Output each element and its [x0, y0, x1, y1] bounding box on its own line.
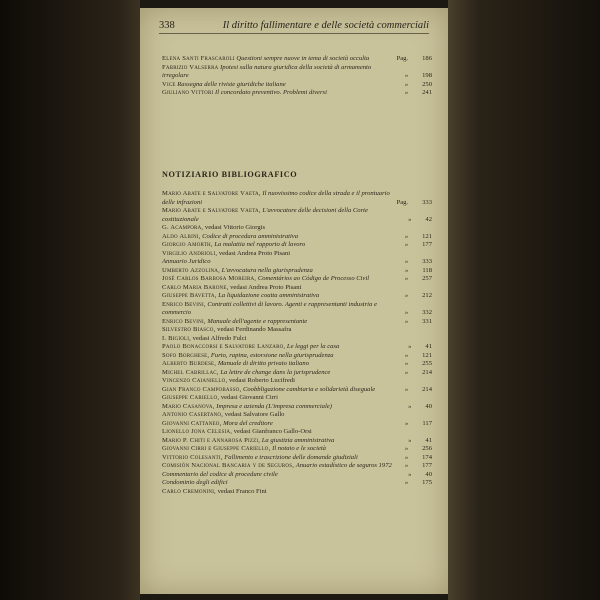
entry-text	[162, 190, 432, 207]
index-entry	[162, 343, 432, 352]
entry-author: Elena Santi Frascaroli	[162, 55, 235, 62]
entry-page-ref	[405, 454, 432, 463]
entry-text	[162, 318, 432, 327]
index-entry	[162, 233, 432, 242]
entry-text	[162, 352, 432, 361]
entry-author: I. Bigioli,	[162, 334, 192, 342]
entry-author: Virgilio Andrioli,	[162, 249, 218, 257]
page-prefix: »	[405, 419, 409, 427]
page-number-ref: 118	[422, 266, 432, 274]
page-prefix: »	[408, 343, 412, 350]
entry-text	[162, 233, 432, 242]
page-number-ref: 40	[425, 470, 432, 478]
entry-title: Commentario del codice di procedure civile	[162, 470, 278, 478]
running-title: Il diritto fallimentare e delle società commerciali	[222, 20, 429, 31]
entry-text	[162, 411, 432, 420]
entry-title: Manuale di diritto privato italiano	[217, 360, 310, 367]
entry-title: Coobbligazione cambiaria e solidarietà diseguale	[242, 385, 376, 393]
entry-title: Il notaio e le società	[272, 445, 326, 452]
page-number-ref: 177	[422, 241, 432, 248]
entry-text	[162, 326, 432, 335]
entry-author: Enrico Bevini,	[162, 317, 206, 325]
entry-page-ref	[405, 318, 432, 327]
entry-author: Sofo Borghese,	[162, 351, 210, 359]
entry-crossref: vedasi Gianfranco Gallo-Orsi	[233, 428, 312, 435]
entry-title: Impresa e azienda (L'impresa commerciale)	[216, 402, 332, 410]
entry-text	[162, 301, 432, 318]
page-prefix: »	[404, 241, 409, 248]
entry-author: Michel Cabrillac,	[162, 368, 219, 376]
entry-title: Condominio degli edifici	[162, 479, 228, 486]
entry-crossref: vedasi Giovanni Cirri	[220, 394, 278, 401]
entry-page-ref	[408, 216, 432, 225]
entry-author: Mario Casanova,	[162, 402, 215, 410]
entry-title: La liquidazione coatta amministrativa	[218, 292, 320, 299]
entry-title: L'avvocatura nella giurisprudenza	[221, 266, 313, 274]
page-prefix: »	[404, 275, 409, 282]
book-spine-shadow	[0, 0, 140, 600]
page-number-ref: 333	[422, 198, 432, 206]
index-entry	[162, 64, 432, 81]
entry-page-ref	[405, 479, 432, 488]
entry-text	[162, 403, 432, 412]
page-prefix: »	[404, 258, 409, 265]
index-entry	[162, 250, 432, 259]
entry-text	[162, 462, 432, 471]
entry-author: Giovanni Cattaneo,	[162, 419, 222, 427]
page-number-ref: 117	[422, 419, 432, 427]
entry-author: Vice	[162, 80, 176, 88]
entry-page-ref	[408, 471, 432, 480]
entry-page-ref	[397, 199, 432, 208]
page-prefix: »	[408, 402, 412, 410]
entry-page-ref	[405, 309, 432, 318]
entry-page-ref	[405, 81, 432, 90]
page-number-ref: 40	[425, 402, 432, 410]
entry-author: Carlo Cremonini,	[162, 487, 216, 495]
page-prefix: »	[404, 479, 409, 486]
page-number-ref: 214	[422, 368, 432, 376]
entry-page-ref	[405, 275, 432, 284]
entry-title: La giustizia amministrativa	[261, 436, 335, 444]
entry-page-ref	[397, 55, 432, 64]
page-number-ref: 331	[422, 317, 432, 325]
entry-title: Comentários ao Código de Processo Civil	[257, 275, 370, 282]
entry-text	[162, 386, 432, 395]
page-prefix: »	[404, 453, 409, 461]
entry-page-ref	[405, 360, 432, 369]
entry-title: Ipotesi sulla natura giuridica della società di armamento irregolare	[162, 63, 372, 79]
entry-title: L'avvocatore delle decisioni della Corte costituzionale	[162, 207, 368, 223]
index-entry	[162, 394, 432, 403]
entry-text	[162, 471, 432, 480]
entry-title: Contratti collettivi di lavoro. Agenti e rappresentanti industria e commercio	[162, 300, 377, 316]
index-entry	[162, 471, 432, 480]
index-entry	[162, 318, 432, 327]
entry-crossref: vedasi Andrea Proto Pisani	[218, 249, 291, 257]
page-number-ref: 121	[422, 351, 432, 359]
entry-title: Fallimento e trascrizione delle domande giudiziali	[224, 453, 358, 461]
entry-title: La lettre de change dans la jurisprudence	[220, 368, 331, 376]
page-number-ref: 174	[422, 453, 432, 461]
entry-text	[162, 420, 432, 429]
index-entry	[162, 360, 432, 369]
entry-crossref: vedasi Salvatore Gallo	[224, 411, 285, 418]
entry-author: Mario Abate e Salvatore Vaeta,	[162, 190, 261, 197]
index-entry	[162, 284, 432, 293]
page-prefix: »	[404, 317, 409, 325]
page-number-ref: 333	[422, 258, 432, 265]
page-number-ref: 255	[422, 360, 432, 367]
entry-text	[162, 250, 432, 259]
entry-page-ref	[405, 89, 432, 98]
index-entry	[162, 462, 432, 471]
entry-author: Vincenzo Caianiello,	[162, 377, 228, 384]
entry-text	[162, 241, 432, 250]
entry-page-ref	[405, 352, 432, 361]
entry-author: Mario Abate e Salvatore Vaeta,	[162, 207, 261, 214]
index-entry	[162, 81, 432, 90]
entry-author: Antonio Casertano,	[162, 411, 224, 418]
entry-author: Paolo Bonaccorsi e Salvatore Lanzaro,	[162, 343, 286, 350]
entry-author: Alberto Burdese,	[162, 360, 217, 367]
page-number-ref: 186	[422, 55, 432, 62]
entry-text	[162, 89, 432, 98]
page-prefix: »	[404, 351, 409, 359]
entry-page-ref	[408, 437, 432, 446]
page-number-ref: 241	[422, 89, 432, 96]
index-entry	[162, 292, 432, 301]
entry-crossref: vedasi Andrea Proto Pisani	[230, 283, 302, 291]
entry-crossref: vedasi Alfredo Fulci	[192, 334, 247, 342]
page-prefix: Pag.	[396, 55, 409, 62]
page-number-ref: 177	[422, 462, 432, 469]
page-number: 338	[159, 20, 175, 31]
index-entry	[162, 420, 432, 429]
page-prefix: »	[404, 360, 409, 367]
entry-title: Furto, rapina, estorsione nella giurisprudenza	[210, 351, 334, 359]
page-number-ref: 257	[422, 275, 432, 282]
entry-text	[162, 479, 432, 488]
entry-text	[162, 284, 432, 293]
entry-text	[162, 394, 432, 403]
entry-text	[162, 369, 432, 378]
running-header	[159, 20, 429, 34]
bibliography-list	[162, 190, 432, 496]
entry-title: Manuale dell'agente e rappresentante	[207, 317, 308, 325]
index-entry	[162, 89, 432, 98]
entry-text	[162, 81, 432, 90]
index-entry	[162, 326, 432, 335]
entry-page-ref	[405, 258, 432, 267]
index-entry	[162, 241, 432, 250]
index-entry	[162, 267, 432, 276]
entry-page-ref	[405, 445, 432, 454]
entry-title: Mora del creditore	[223, 419, 273, 427]
page-prefix: »	[408, 470, 412, 478]
page-prefix: »	[404, 89, 409, 96]
book-edge-shadow	[448, 0, 600, 600]
page-number-ref: 121	[422, 232, 432, 240]
entry-author: Lionello Jona Celesia,	[162, 428, 233, 435]
page-number-ref: 198	[422, 72, 432, 79]
entry-text	[162, 292, 432, 301]
entry-page-ref	[405, 72, 432, 81]
entry-text	[162, 488, 432, 497]
entry-page-ref	[408, 343, 432, 352]
entry-text	[162, 258, 432, 267]
index-entry	[162, 207, 432, 224]
entry-page-ref	[405, 233, 432, 242]
entry-title: Questioni sempre nuove in tema di società occulta	[236, 55, 370, 62]
entry-page-ref	[405, 267, 432, 276]
page-prefix: »	[404, 462, 409, 469]
page-prefix: »	[405, 266, 409, 274]
index-entry	[162, 55, 432, 64]
entry-page-ref	[405, 241, 432, 250]
index-entry	[162, 224, 432, 233]
entry-author: Giuseppe Cariello,	[162, 394, 220, 401]
index-entry	[162, 335, 432, 344]
entry-title: Annuario Juridico	[162, 258, 211, 265]
index-entry	[162, 190, 432, 207]
index-entry	[162, 428, 432, 437]
page-prefix: »	[404, 232, 409, 240]
entry-title: Codice di procedura amministrativa	[202, 232, 299, 240]
entry-title: Il nuovissimo codice della strada e il prontuario delle infrazioni	[162, 190, 390, 206]
entry-text	[162, 224, 432, 233]
index-entry	[162, 403, 432, 412]
entry-text	[162, 335, 432, 344]
index-entry	[162, 301, 432, 318]
entry-page-ref	[405, 386, 432, 395]
entry-text	[162, 428, 432, 437]
entry-author: Umberto Azzolina,	[162, 266, 220, 274]
entry-page-ref	[405, 462, 432, 471]
entry-author: Giuseppe Bavetta,	[162, 292, 217, 299]
page-prefix: Pag.	[396, 198, 409, 206]
entry-crossref: vedasi Roberto Lucifredi	[229, 377, 295, 384]
entry-author: Comisión Nacional Bancaria y de Seguros,	[162, 462, 295, 469]
index-entry	[162, 258, 432, 267]
entry-title: Rassegna delle riviste giuridiche italiane	[177, 80, 286, 88]
index-entry	[162, 411, 432, 420]
page-number-ref: 256	[422, 445, 432, 452]
entry-author: Aldo Albini,	[162, 232, 201, 240]
entry-text	[162, 275, 432, 284]
entry-text	[162, 454, 432, 463]
entry-text	[162, 207, 432, 224]
page-prefix: »	[404, 385, 409, 393]
entry-crossref: vedasi Ferdinando Massafra	[217, 326, 292, 333]
entry-author: Enrico Bevini,	[162, 300, 206, 308]
page-number-ref: 41	[425, 436, 432, 444]
entry-title: Anuario estadístico de seguros 1972	[295, 462, 392, 469]
entry-text	[162, 377, 432, 386]
page-number-ref: 42	[425, 215, 432, 223]
entry-author: Mario P. Chiti e Annarosa Pizzi,	[162, 436, 261, 444]
entry-author: Carlo Maria Barone,	[162, 283, 229, 291]
page-number-ref: 212	[422, 292, 432, 299]
entry-page-ref	[405, 420, 432, 429]
page-prefix: »	[408, 436, 412, 444]
entry-text	[162, 64, 432, 81]
entry-title: La malattia nel rapporto di lavoro	[214, 241, 306, 248]
page-prefix: »	[404, 445, 409, 452]
entry-text	[162, 360, 432, 369]
entry-page-ref	[408, 403, 432, 412]
entry-author: Giorgio Amorth,	[162, 241, 213, 248]
index-entry	[162, 369, 432, 378]
entry-author: Gian Franco Campobasso,	[162, 385, 242, 393]
page-number-ref: 175	[422, 479, 432, 486]
index-entry	[162, 352, 432, 361]
entry-author: G. Acampora,	[162, 224, 204, 231]
page-prefix: »	[404, 292, 409, 299]
entry-text	[162, 445, 432, 454]
page-number-ref: 250	[422, 80, 432, 88]
entry-text	[162, 267, 432, 276]
entry-author: Giuliano Vittori	[162, 89, 214, 96]
section-title: NOTIZIARIO BIBLIOGRAFICO	[162, 170, 298, 179]
page-prefix: »	[404, 368, 409, 376]
index-entry	[162, 437, 432, 446]
entry-page-ref	[405, 369, 432, 378]
page-number-ref: 214	[422, 385, 432, 393]
index-entry	[162, 454, 432, 463]
entry-text	[162, 437, 432, 446]
page-prefix: »	[408, 215, 412, 223]
entry-crossref: vedasi Franco Fini	[217, 487, 267, 495]
entry-text	[162, 55, 432, 64]
page-number-ref: 41	[425, 343, 432, 350]
entry-crossref: vedasi Vittorio Giorgis	[204, 224, 266, 231]
entry-author: Giovanni Cirri e Giuseppe Cariello,	[162, 445, 271, 452]
index-entry	[162, 275, 432, 284]
entry-author: Fabrizio Valserra	[162, 63, 219, 71]
index-entry	[162, 479, 432, 488]
index-entry	[162, 377, 432, 386]
entry-author: Vittorio Colesanti,	[162, 453, 223, 461]
entry-title: Il concordato preventivo. Problemi diversi	[215, 89, 327, 96]
page-prefix: »	[404, 309, 409, 316]
entry-page-ref	[405, 292, 432, 301]
article-index-list	[162, 55, 432, 98]
entry-author: José Carlos Barbosa Moreira,	[162, 275, 257, 282]
index-entry	[162, 488, 432, 497]
page-prefix: »	[404, 72, 409, 79]
page-number-ref: 332	[422, 309, 432, 316]
index-entry	[162, 445, 432, 454]
entry-text	[162, 343, 432, 352]
page-prefix: »	[404, 80, 409, 88]
entry-title: Le leggi per la casa	[286, 343, 340, 350]
entry-author: Silvestro Biasco,	[162, 326, 216, 333]
index-entry	[162, 386, 432, 395]
